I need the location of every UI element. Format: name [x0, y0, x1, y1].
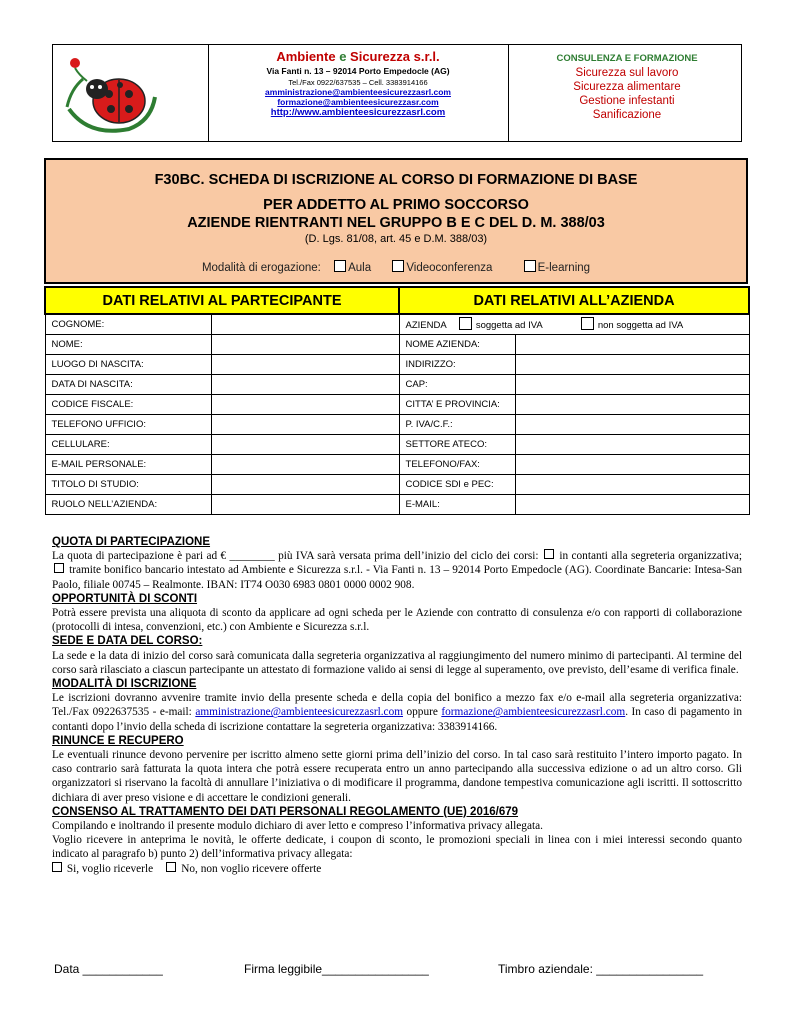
- admin-email-link[interactable]: amministrazione@ambienteesicurezzasrl.com: [195, 706, 404, 719]
- field-label: E-MAIL:: [399, 494, 515, 514]
- participant-section-header: DATI RELATIVI AL PARTECIPANTE: [45, 287, 399, 314]
- email-personale-input[interactable]: [211, 454, 399, 474]
- website-link[interactable]: http://www.ambienteesicurezzasrl.com: [270, 107, 446, 118]
- section-heading: SEDE E DATA DEL CORSO:: [52, 635, 203, 648]
- field-label: NOME:: [45, 334, 211, 354]
- stamp-field[interactable]: Timbro aziendale: ________________: [498, 962, 704, 976]
- modality-video-checkbox[interactable]: [392, 260, 404, 272]
- section-heading: CONSENSO AL TRATTAMENTO DEI DATI PERSONALI REGOLAMENTO (UE) 2016/679: [52, 805, 519, 818]
- field-label: CITTA’ E PROVINCIA:: [399, 394, 515, 414]
- field-label: DATA DI NASCITA:: [45, 374, 211, 394]
- cognome-input[interactable]: [211, 314, 399, 334]
- field-label: NOME AZIENDA:: [399, 334, 515, 354]
- ruolo-azienda-input[interactable]: [211, 494, 399, 514]
- field-label: TITOLO DI STUDIO:: [45, 474, 211, 494]
- ladybug-logo-icon: [59, 49, 159, 139]
- transfer-checkbox[interactable]: [54, 563, 64, 573]
- service-item: Sicurezza alimentare: [573, 81, 681, 93]
- company-section-header: DATI RELATIVI ALL’AZIENDA: [399, 287, 749, 314]
- registration-form-table: [44, 286, 750, 515]
- consent-no-checkbox[interactable]: [166, 862, 176, 872]
- privacy-paragraph-1: Compilando e inoltrando il presente modulo dichiaro di aver letto e compreso l’informativa privacy allegata.: [52, 820, 543, 833]
- field-label: E-MAIL PERSONALE:: [45, 454, 211, 474]
- data-nascita-input[interactable]: [211, 374, 399, 394]
- training-email-link[interactable]: formazione@ambienteesicurezzasrl.com: [441, 706, 626, 719]
- field-label: CELLULARE:: [45, 434, 211, 454]
- modality-aula-checkbox[interactable]: [334, 260, 346, 272]
- field-label: CODICE FISCALE:: [45, 394, 211, 414]
- iva-no-checkbox[interactable]: [581, 317, 594, 330]
- azienda-iva-row: AZIENDA soggetta ad IVA non soggetta ad IVA: [399, 314, 749, 334]
- indirizzo-input[interactable]: [515, 354, 749, 374]
- date-field[interactable]: Data ____________: [54, 962, 163, 976]
- iva-yes-checkbox[interactable]: [459, 317, 472, 330]
- nome-input[interactable]: [211, 334, 399, 354]
- form-title: F30BC. SCHEDA DI ISCRIZIONE AL CORSO DI FORMAZIONE DI BASE: [154, 172, 638, 188]
- cap-input[interactable]: [515, 374, 749, 394]
- company-phone: Tel./Fax 0922/637535 – Cell. 3383914166: [288, 78, 428, 87]
- field-label: CAP:: [399, 374, 515, 394]
- modalita-paragraph: Le iscrizioni dovranno avvenire tramite invio della presente scheda e della copia del bonifico a mezzo fax e/o e-mail alla segreteria organizzativa: Tel./Fax 0922637535 - e-mail: amministrazione@ambienteesicurezzasrl.com oppure formazione@ambienteesicurezzasrl.com. In caso di pagamento in contanti dopo l’invio della scheda di iscrizione contattare la segreteria organizzativa: 3383914166.: [52, 692, 743, 733]
- letterhead: Ambiente e Sicurezza s.r.l. Via Fanti n. 13 – 92014 Porto Empedocle (AG) Tel./Fax 0922/637535 – Cell. 3383914166 amministrazione@ambienteesicurezzasrl.com formazione@ambienteesicurezzasr.com http://www.ambienteesicurezzasrl.com CONSULENZA E FORMAZIONE Sicurezza sul lavoro Sicurezza alimentare Gestione infestanti Sanificazione: [52, 44, 742, 142]
- email-azienda-input[interactable]: [515, 494, 749, 514]
- sconti-paragraph: Potrà essere prevista una aliquota di sconto da applicare ad ogni scheda per le Aziende con contratto di consulenza e/o con rapporti di collaborazione (protocolli di intesa, convenzioni, etc.) con Ambiente e Sicurezza s.r.l.: [52, 607, 742, 634]
- telefono-fax-input[interactable]: [515, 454, 749, 474]
- company-name: Ambiente: [276, 49, 336, 64]
- luogo-nascita-input[interactable]: [211, 354, 399, 374]
- field-label: COGNOME:: [45, 314, 211, 334]
- form-title-box: [44, 158, 748, 284]
- company-address: Via Fanti n. 13 – 92014 Porto Empedocle (AG): [266, 66, 450, 76]
- nome-azienda-input[interactable]: [515, 334, 749, 354]
- section-heading: MODALITÀ DI ISCRIZIONE: [52, 678, 197, 691]
- telefono-ufficio-input[interactable]: [211, 414, 399, 434]
- consent-yes-checkbox[interactable]: [52, 862, 62, 872]
- form-subtitle-2: AZIENDE RIENTRANTI NEL GRUPPO B E C DEL D. M. 388/03: [187, 215, 605, 231]
- titolo-studio-input[interactable]: [211, 474, 399, 494]
- rinunce-paragraph: Le eventuali rinunce devono pervenire per iscritto almeno sette giorni prima dell’inizio del corso. In tal caso sarà restituito l’intero importo pagato. In caso contrario sarà fatturata la quota intera che potrà essere recuperata entro un anno partecipando alla successiva edizione o ad un altro corso. Gli organizzatori si riservano la facoltà di annullare l’iniziativa o di modificare il programma, dandone tempestiva comunicazione agli iscritti. Il sottoscritto dichiara di aver preso visione e di accettare le condizioni generali.: [52, 749, 742, 804]
- section-heading: QUOTA DI PARTECIPAZIONE: [52, 536, 211, 548]
- field-label: CODICE SDI e PEC:: [399, 474, 515, 494]
- email-link-training[interactable]: formazione@ambienteesicurezzasr.com: [277, 97, 439, 107]
- cellulare-input[interactable]: [211, 434, 399, 454]
- sede-paragraph: La sede e la data di inizio del corso sarà comunicata dalla segreteria organizzativa al raggiungimento del numero minimo di partecipanti. Al termine del corso sarà rilasciato a ciascun partecipante un attestato di formazione valido ai sensi di legge al superamento, ove previsto, dell’esame di verifica finale.: [52, 649, 742, 676]
- field-label: INDIRIZZO:: [399, 354, 515, 374]
- signature-field[interactable]: Firma leggibile________________: [244, 962, 429, 976]
- field-label: TELEFONO/FAX:: [399, 454, 515, 474]
- modality-elearning-checkbox[interactable]: [524, 260, 536, 272]
- form-legal-ref: (D. Lgs. 81/08, art. 45 e D.M. 388/03): [304, 233, 488, 245]
- email-link-admin[interactable]: amministrazione@ambienteesicurezzasrl.com: [265, 87, 451, 97]
- services-title: CONSULENZA E FORMAZIONE: [556, 53, 698, 64]
- modality-label: Modalità di erogazione:: [201, 262, 321, 274]
- cash-checkbox[interactable]: [544, 549, 554, 559]
- service-item: Sicurezza sul lavoro: [575, 67, 679, 79]
- service-item: Sanificazione: [592, 109, 662, 121]
- settore-ateco-input[interactable]: [515, 434, 749, 454]
- codice-fiscale-input[interactable]: [211, 394, 399, 414]
- field-label: LUOGO DI NASCITA:: [45, 354, 211, 374]
- service-item: Gestione infestanti: [579, 95, 675, 107]
- field-label: SETTORE ATECO:: [399, 434, 515, 454]
- field-label: TELEFONO UFFICIO:: [45, 414, 211, 434]
- conditions-text: [52, 535, 742, 876]
- privacy-paragraph-2: Voglio ricevere in anteprima le novità, le offerte dedicate, i coupon di sconto, le promozioni speciali in linea con i miei interessi secondo quanto indicato al paragrafo b) punto 2) dell’informativa privacy allegata:: [52, 834, 742, 861]
- form-subtitle-1: PER ADDETTO AL PRIMO SOCCORSO: [263, 197, 529, 213]
- codice-sdi-pec-input[interactable]: [515, 474, 749, 494]
- piva-cf-input[interactable]: [515, 414, 749, 434]
- section-heading: RINUNCE E RECUPERO: [52, 734, 184, 747]
- services-list: [513, 53, 741, 122]
- field-label: P. IVA/C.F.:: [399, 414, 515, 434]
- section-heading: OPPORTUNITÀ DI SCONTI: [52, 592, 198, 605]
- quota-paragraph: La quota di partecipazione è pari ad € ________ più IVA sarà versata prima dell’inizio del ciclo dei corsi: in contanti alla segreteria organizzativa; tramite bonifico bancario intestato ad Ambiente e Sicurezza s.r.l. - Via Fanti n. 13 – 92014 Porto Empedocle (AG). Coordinate Bancarie: Intesa-San Paolo, filiale 00745 – Realmonte. IBAN: IT74 O030 6983 0801 0000 0002 908.: [52, 550, 743, 591]
- field-label: RUOLO NELL’AZIENDA:: [45, 494, 211, 514]
- privacy-consent-row: Si, voglio riceverle No, non voglio ricevere offerte: [52, 862, 742, 876]
- modality-row: Modalità di erogazione: Aula Videoconferenza E-learning: [201, 262, 591, 274]
- citta-provincia-input[interactable]: [515, 394, 749, 414]
